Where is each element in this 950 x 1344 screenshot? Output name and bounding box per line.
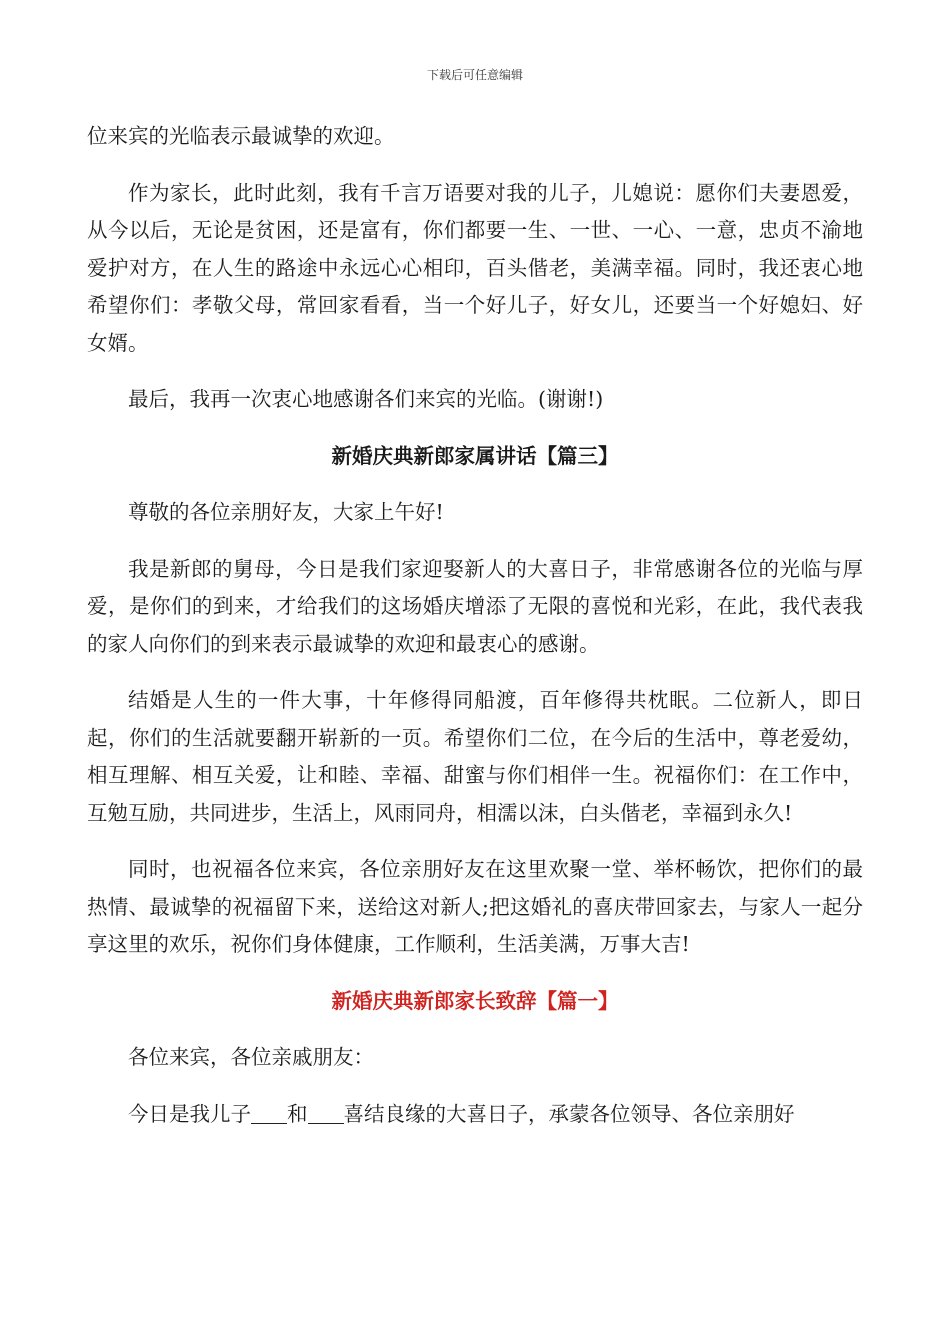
- text-segment: 喜结良缘的大喜日子，承蒙各位领导、各位亲朋好: [343, 1101, 795, 1126]
- paragraph-welcome: 我是新郎的舅母，今日是我们家迎娶新人的大喜日子，非常感谢各位的光临与厚爱，是你们的到来，才给我们的这场婚庆增添了无限的喜悦和光彩，在此，我代表我的家人向你们的到来表示最诚挚的欢迎和最衷心的感谢。: [87, 556, 863, 656]
- text-segment: 和: [287, 1101, 308, 1126]
- text-segment: 今日是我儿子: [128, 1101, 251, 1126]
- paragraph-address: 各位来宾，各位亲戚朋友：: [128, 1045, 374, 1069]
- name-blank: [308, 1102, 344, 1124]
- paragraph-wedding-day: [87, 1096, 863, 1134]
- header-note: 下载后可任意编辑: [426, 68, 523, 82]
- paragraph-continuation: 位来宾的光临表示最诚挚的欢迎。: [87, 124, 395, 148]
- section-heading-part-three: 新婚庆典新郎家属讲话【篇三】: [331, 443, 619, 468]
- name-blank: [251, 1102, 287, 1124]
- paragraph-parent-wishes: 作为家长，此时此刻，我有千言万语要对我的儿子，儿媳说：愿你们夫妻恩爱，从今以后，无论是贫困，还是富有，你们都要一生、一世、一心、一意，忠贞不渝地爱护对方，在人生的路途中永远心心相印，百头偕老，美满幸福。同时，我还衷心地希望你们：孝敬父母，常回家看看，当一个好儿子，好女儿，还要当一个好媳妇、好女婿。: [87, 180, 863, 355]
- paragraph-greeting: 尊敬的各位亲朋好友，大家上午好!: [128, 500, 444, 524]
- paragraph-blessing-guests: 同时，也祝福各位来宾，各位亲朋好友在这里欢聚一堂、举杯畅饮，把你们的最热情、最诚挚的祝福留下来，送给这对新人;把这婚礼的喜庆带回家去，与家人一起分享这里的欢乐，祝你们身体健康，工作顺利，生活美满，万事大吉!: [87, 857, 863, 956]
- document-body: [87, 118, 863, 1152]
- section-heading-part-one: 新婚庆典新郎家长致辞【篇一】: [331, 988, 619, 1013]
- paragraph-blessing-couple: 结婚是人生的一件大事，十年修得同船渡，百年修得共枕眠。二位新人，即日起，你们的生活就要翻开崭新的一页。希望你们二位，在今后的生活中，尊老爱幼，相互理解、相互关爱，让和睦、幸福、甜蜜与你们相伴一生。祝福你们：在工作中，互勉互励，共同进步，生活上，风雨同舟，相濡以沫，白头偕老，幸福到永久!: [87, 688, 863, 825]
- paragraph-closing-thanks: 最后，我再一次衷心地感谢各们来宾的光临。(谢谢!): [128, 387, 604, 411]
